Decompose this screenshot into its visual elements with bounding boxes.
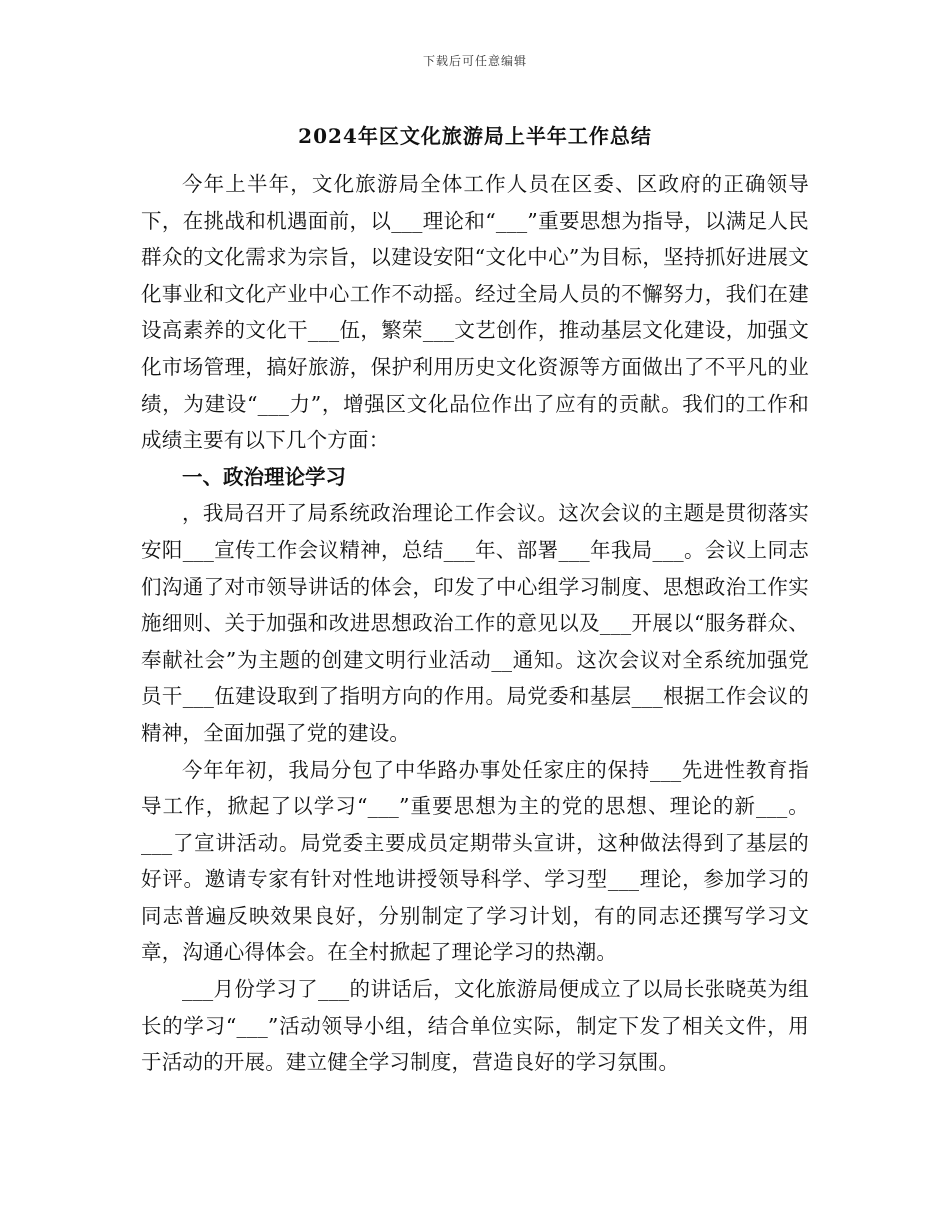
- header-note: 下载后可任意编辑: [422, 54, 527, 68]
- document-title: 2024年区文化旅游局上半年工作总结: [298, 124, 652, 148]
- section-heading-political-study: 一、政治理论学习: [182, 464, 346, 489]
- document-body: [141, 166, 809, 1081]
- paragraph-education: 今年年初，我局分包了中华路办事处任家庄的保持___先进性教育指导工作，掀起了以学习“___”重要思想为主的党的思想、理论的新___。___了宣讲活动。局党委主要成员定期带头宣讲，这种做法得到了基层的好评。邀请专家有针对性地讲授领导科学、学习型___理论，参加学习的同志普遍反映效果良好，分别制定了学习计划，有的同志还撰写学习文章，沟通心得体会。在全村掀起了理论学习的热潮。: [141, 757, 809, 965]
- intro-paragraph: 今年上半年，文化旅游局全体工作人员在区委、区政府的正确领导下，在挑战和机遇面前，以___理论和“___”重要思想为指导，以满足人民群众的文化需求为宗旨，以建设安阳“文化中心”为目标，坚持抓好进展文化事业和文化产业中心工作不动摇。经过全局人员的不懈努力，我们在建设高素养的文化干___伍，繁荣___文艺创作，推动基层文化建设，加强文化市场管理，搞好旅游，保护利用历史文化资源等方面做出了不平凡的业绩，为建设“___力”，增强区文化品位作出了应有的贡献。我们的工作和成绩主要有以下几个方面：: [141, 172, 809, 453]
- paragraph-meeting: ，我局召开了局系统政治理论工作会议。这次会议的主题是贯彻落实安阳___宣传工作会议精神，总结___年、部署___年我局___。会议上同志们沟通了对市领导讲话的体会，印发了中心组学习制度、思想政治工作实施细则、关于加强和改进思想政治工作的意见以及___开展以“服务群众、奉献社会”为主题的创建文明行业活动__通知。这次会议对全系统加强党员干___伍建设取到了指明方向的作用。局党委和基层___根据工作会议的精神，全面加强了党的建设。: [141, 501, 809, 745]
- paragraph-study-group: ___月份学习了___的讲话后，文化旅游局便成立了以局长张晓英为组长的学习“___”活动领导小组，结合单位实际，制定下发了相关文件，用于活动的开展。建立健全学习制度，营造良好的学习氛围。: [141, 977, 809, 1075]
